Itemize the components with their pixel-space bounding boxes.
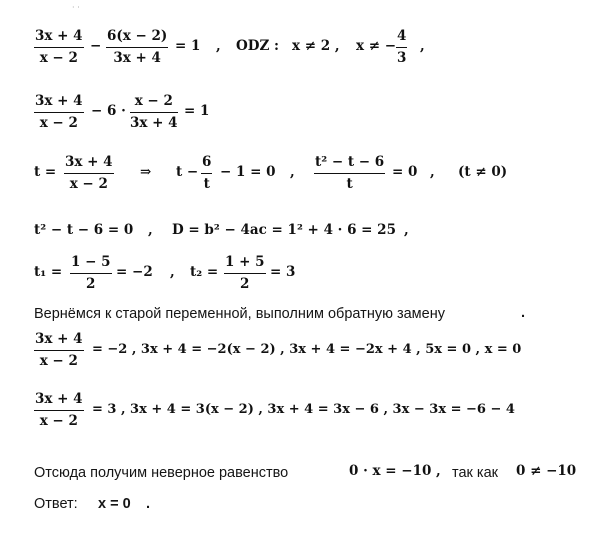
fraction-2 (106, 30, 168, 65)
denominator: t (203, 175, 210, 192)
case-1-solution: = −2 , 3x + 4 = −2(x − 2) , 3x + 4 = −2x + 4 , 5x = 0 , x = 0 (92, 342, 522, 357)
separator: , (216, 38, 221, 54)
fraction-4 (130, 95, 178, 130)
because-text: так как (452, 465, 498, 481)
separator: , (420, 38, 425, 54)
period: . (521, 305, 526, 321)
period: . (146, 496, 151, 512)
fraction-substitution (64, 156, 114, 191)
denominator: 3x + 4 (113, 49, 161, 66)
numerator: 3x + 4 (34, 30, 84, 48)
denominator: 2 (86, 275, 96, 292)
fraction-case-2 (34, 393, 84, 428)
fraction-case-1 (34, 333, 84, 368)
speck: · · (72, 3, 80, 12)
minus-six-times: − 6 · (91, 103, 126, 119)
fraction-1 (34, 30, 84, 65)
fraction-four-thirds (396, 30, 407, 65)
odz-condition-1: x ≠ 2 , (292, 38, 340, 54)
fraction-t2 (224, 256, 266, 291)
t-condition: (t ≠ 0) (458, 164, 508, 180)
denominator: x − 2 (69, 175, 108, 192)
equals-one: = 1 (184, 103, 210, 119)
t-equals: t = (34, 164, 57, 180)
odz-condition-2: x ≠ − (356, 38, 397, 54)
denominator: x − 2 (39, 352, 78, 369)
equals-zero: = 0 (392, 164, 418, 180)
quadratic-equation: t² − t − 6 = 0 (34, 222, 134, 238)
separator: , (148, 222, 153, 238)
minus-one-equals-zero: − 1 = 0 (220, 164, 276, 180)
fraction-six-over-t (201, 156, 212, 191)
case-2-solution: = 3 , 3x + 4 = 3(x − 2) , 3x + 4 = 3x − 6 , 3x − 3x = −6 − 4 (92, 402, 515, 417)
separator: , (404, 222, 409, 238)
inequality: 0 ≠ −10 (516, 463, 577, 479)
numerator: 6 (201, 156, 212, 174)
numerator: 4 (396, 30, 407, 48)
numerator: 3x + 4 (34, 333, 84, 351)
numerator: t² − t − 6 (314, 156, 385, 174)
minus-sign: − (90, 38, 102, 54)
implies-arrow: ⇒ (140, 164, 152, 180)
denominator: 3 (397, 49, 407, 66)
denominator: t (346, 175, 353, 192)
numerator: 1 − 5 (70, 256, 112, 274)
numerator: 3x + 4 (64, 156, 114, 174)
t2-label: t₂ = (190, 264, 219, 280)
discriminant: D = b² − 4ac = 1² + 4 · 6 = 25 (172, 222, 396, 238)
denominator: x − 2 (39, 49, 78, 66)
numerator: 3x + 4 (34, 393, 84, 411)
numerator: 1 + 5 (224, 256, 266, 274)
separator: , (170, 264, 175, 280)
false-equality: 0 · x = −10 , (349, 463, 441, 479)
t-minus: t − (176, 164, 199, 180)
equals-one: = 1 (175, 38, 201, 54)
separator: , (290, 164, 295, 180)
numerator: 3x + 4 (34, 95, 84, 113)
t1-label: t₁ = (34, 264, 63, 280)
denominator: x − 2 (39, 114, 78, 131)
fraction-t1 (70, 256, 112, 291)
fraction-3 (34, 95, 84, 130)
answer-label: Ответ: (34, 496, 78, 512)
numerator: x − 2 (130, 95, 178, 113)
denominator: 2 (240, 275, 250, 292)
conclusion-text: Отсюда получим неверное равенство (34, 465, 289, 481)
back-substitution-text: Вернёмся к старой переменной, выполним обратную замену (34, 306, 445, 322)
t1-value: = −2 (116, 264, 153, 280)
denominator: x − 2 (39, 412, 78, 429)
separator: , (430, 164, 435, 180)
numerator: 6(x − 2) (106, 30, 168, 48)
denominator: 3x + 4 (130, 114, 178, 131)
fraction-quadratic-over-t (314, 156, 385, 191)
t2-value: = 3 (270, 264, 296, 280)
answer-value: x = 0 (98, 496, 131, 512)
odz-label: ODZ : (236, 38, 280, 54)
